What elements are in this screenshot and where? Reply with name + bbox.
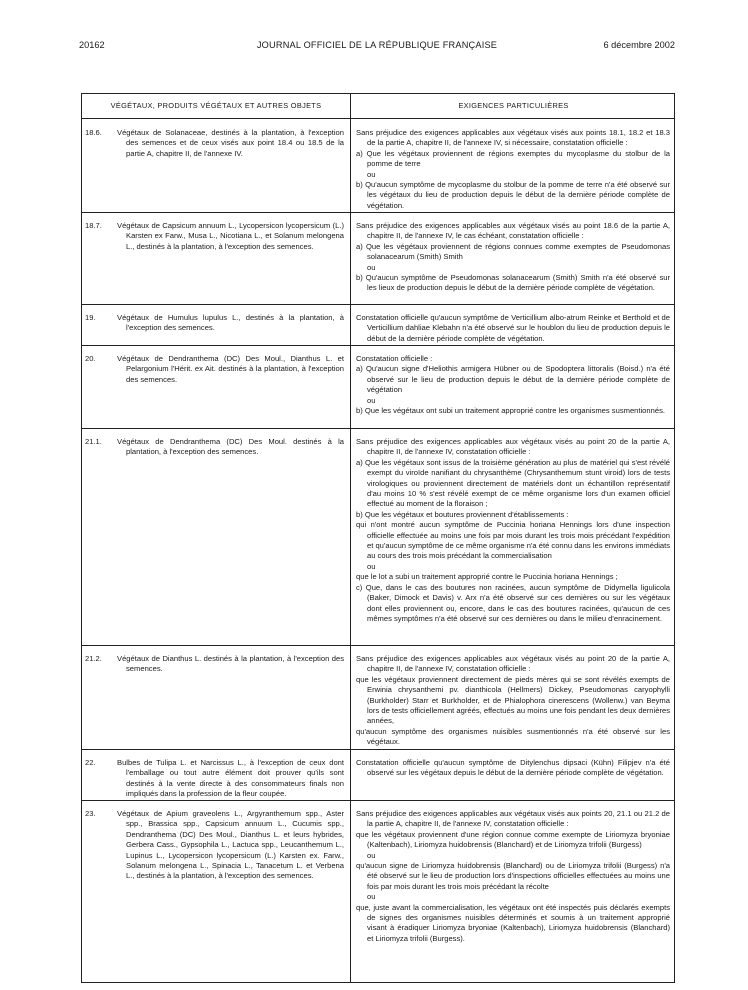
row-number: 20. — [85, 354, 96, 363]
row-number: 18.6. — [85, 128, 102, 137]
row-plants: Végétaux de Dendranthema (DC) Des Moul. destinés à la plantation, à l'exception des semences. — [117, 437, 344, 457]
row-requirements: Sans préjudice des exigences applicables aux végétaux visés aux points 18.1, 18.2 et 18.3 de la partie A, chapitre II, de l'annexe IV, si nécessaire, constatation officielle : a) Que les végétaux proviennent de régions exemptes du mycoplasme du stolbur de la pomme de terre ou b) Qu'aucun symptôme de mycoplasme du stolbur de la pomme de terre n'a été observé sur les végétaux du lieu de production depuis le début de la dernière période complète de végétation. — [356, 128, 670, 210]
row-rule — [82, 645, 674, 646]
row-requirements: Sans préjudice des exigences applicables aux végétaux visés au point 20 de la partie A, chapitre II, de l'annexe IV, constatation officielle : a) Que les végétaux sont issus de la troisième génération au plus de matériel qui s'est révélé exempt du viroïde nanifiant du chrysanthème (Chrysanthemum stunt viroid) lors de tests virologiques ou proviennent directement de matériels dont un échantillon représentatif d'au moins 10 % s'est révélé exempt de ce même organisme lors d'un examen officiel effectué au moment de la floraison ; b) Que les végétaux et boutures proviennent d'établissements : qui n'ont montré aucun symptôme de Puccinia horiana Hennings lors d'une inspection officielle effectuée au moins une fois par mois durant les trois mois précédant l'expédition et qu'aucun symptôme de ce même organisme n'a été connu dans les environs immédiats au cours des trois mois précédant la commercialisation ou que le lot a subi un traitement approprié contre le Puccinia horiana Hennings ; c) Que, dans le cas des boutures non racinées, aucun symptôme de Didymella ligulicola (Baker, Dimock et Davis) v. Arx n'a été observé sur ces dernières ou sur les végétaux dont elles proviennent ou, encore, dans le cas des boutures racinées, qu'aucun de ces mêmes symptômes n'a été observé sur ces dernières ou dans le milieu d'enracinement. — [356, 437, 671, 623]
row-number: 21.2. — [85, 654, 102, 663]
row-requirements: Sans préjudice des exigences applicables aux végétaux visés aux points 20, 21.1 ou 21.2 de la partie A, chapitre II, de l'annexe IV, constatation officielle : que les végétaux proviennent d'une région connue comme exempte de Liriomyza bryoniae (Kaltenbach), Liriomyza huidobrensis (Blanchard) et de Liriomyza trifolii (Burgess) ou qu'aucun signe de Liriomyza huidobrensis (Blanchard) ou de Liriomyza trifolii (Burgess) n'a été observé sur le lieu de production lors d'inspections officielles effectuées au moins une fois par mois durant les trois mois précédant la récolte ou que, juste avant la commercialisation, les végétaux ont été inspectés puis déclarés exempts de signes des organismes nuisibles déterminés et soumis à un traitement approprié visant à éradiquer Liriomyza bryoniae (Kaltenbach), Liriomyza huidobrensis (Blanchard) et Liriomyza trifolii (Burgess). — [356, 809, 670, 943]
row-requirements: Sans préjudice des exigences applicables aux végétaux visés au point 18.6 de la partie A, chapitre II, de l'annexe IV, le cas échéant, constatation officielle : a) Que les végétaux proviennent de régions connues comme exemptes de Pseudomonas solanacearum (Smith) Smith ou b) Qu'aucun symptôme de Pseudomonas solanacearum (Smith) Smith n'a été observé sur les lieux de production depuis le début de la dernière période complète de végétation. — [356, 221, 670, 293]
page-header — [79, 40, 675, 54]
row-requirements: Constatation officielle qu'aucun symptôme de Ditylenchus dipsaci (Kühn) Filipjev n'a été observé sur les végétaux depuis le début de la dernière période complète de végétation. — [356, 758, 670, 778]
row-plants: Végétaux de Solanaceae, destinés à la plantation, à l'exception des semences et de ceux visés aux point 18.4 ou 18.5 de la partie A, chapitre II, de l'annexe IV. — [117, 128, 344, 158]
regulation-table — [81, 93, 675, 983]
row-number: 19. — [85, 313, 96, 322]
row-requirements: Sans préjudice des exigences applicables aux végétaux visés au point 20 de la partie A, chapitre II, de l'annexe IV, constatation officielle : que les végétaux proviennent directement de pieds mères qui se sont révélés exempts de Erwinia chrysanthemi pv. dianthicola (Hellmers) Dickey, Pseudomonas caryophylli (Burkholder) Starr et Burkholder, et de Phialophora cinerescens (Wollenw.) van Beyma lors de tests officiellement agréés, effectués au moins une fois pendant les deux dernières années, qu'aucun symptôme des organismes nuisibles susmentionnés n'a été observé sur les végétaux. — [356, 654, 670, 747]
row-requirements: Constatation officielle qu'aucun symptôme de Verticillium albo-atrum Reinke et Berthold et de Verticillium dahliae Klebahn n'a été observé sur le houblon du lieu de production depuis le début de la dernière période complète de végétation. — [356, 313, 670, 343]
column-divider — [350, 94, 351, 982]
row-plants: Végétaux de Dianthus L. destinés à la plantation, à l'exception des semences. — [117, 654, 344, 674]
row-rule — [82, 304, 674, 305]
row-number: 22. — [85, 758, 96, 767]
row-rule — [82, 212, 674, 213]
row-rule — [82, 749, 674, 750]
header-rule — [82, 118, 674, 119]
row-number: 18.7. — [85, 221, 102, 230]
row-number: 21.1. — [85, 437, 102, 446]
issue-date: 6 décembre 2002 — [603, 40, 675, 50]
row-rule — [82, 428, 674, 429]
row-rule — [82, 800, 674, 801]
column-header-requirements: EXIGENCES PARTICULIÈRES — [458, 101, 569, 110]
row-plants: Bulbes de Tulipa L. et Narcissus L., à l'exception de ceux dont l'emballage ou tout autre élément doit prouver qu'ils sont destinés à la vente directe à des consommateurs finals non impliqués dans la profession de la fleur coupée. — [117, 758, 344, 799]
row-rule — [82, 345, 674, 346]
page-number: 20162 — [79, 40, 105, 50]
row-number: 23. — [85, 809, 96, 818]
row-plants: Végétaux de Dendranthema (DC) Des Moul., Dianthus L. et Pelargonium l'Hérit. ex Ait. destinés à la plantation, à l'exception des semences. — [117, 354, 344, 384]
column-header-plants: VÉGÉTAUX, PRODUITS VÉGÉTAUX ET AUTRES OBJETS — [110, 101, 322, 110]
row-plants: Végétaux de Capsicum annuum L., Lycopersicon lycopersicum (L.) Karsten ex Farw., Musa L., Nicotiana L., et Solanum melongena L., destinés à la plantation, à l'exception des semences. — [117, 221, 344, 251]
row-plants: Végétaux de Humulus lupulus L., destinés à la plantation, à l'exception des semences. — [117, 313, 344, 333]
row-plants: Végétaux de Apium graveolens L., Argyranthemum spp., Aster spp., Brassica spp., Capsicum annuum L., Cucumis spp., Dendranthema (DC) Des Moul., Dianthus L. et leurs hybrides, Gerbera Cass., Gypsophila L., Lactuca spp., Leucanthemum L., Lupinus L., Lycopersicon lycopersicum (L.) Karsten ex. Farw., Solanum melongena L., Spinacia L., Tanacetum L. et Verbena L., destinés à la plantation, à l'exception des semences. — [117, 809, 344, 881]
journal-title: JOURNAL OFFICIEL DE LA RÉPUBLIQUE FRANÇAISE — [256, 40, 498, 50]
row-requirements: Constatation officielle : a) Qu'aucun signe d'Heliothis armigera Hübner ou de Spodoptera littoralis (Boisd.) n'a été observé sur le lieu de production depuis le début de la dernière période complète de végétation ou b) Que les végétaux ont subi un traitement approprié contre les organismes susmentionnés. — [356, 354, 670, 416]
